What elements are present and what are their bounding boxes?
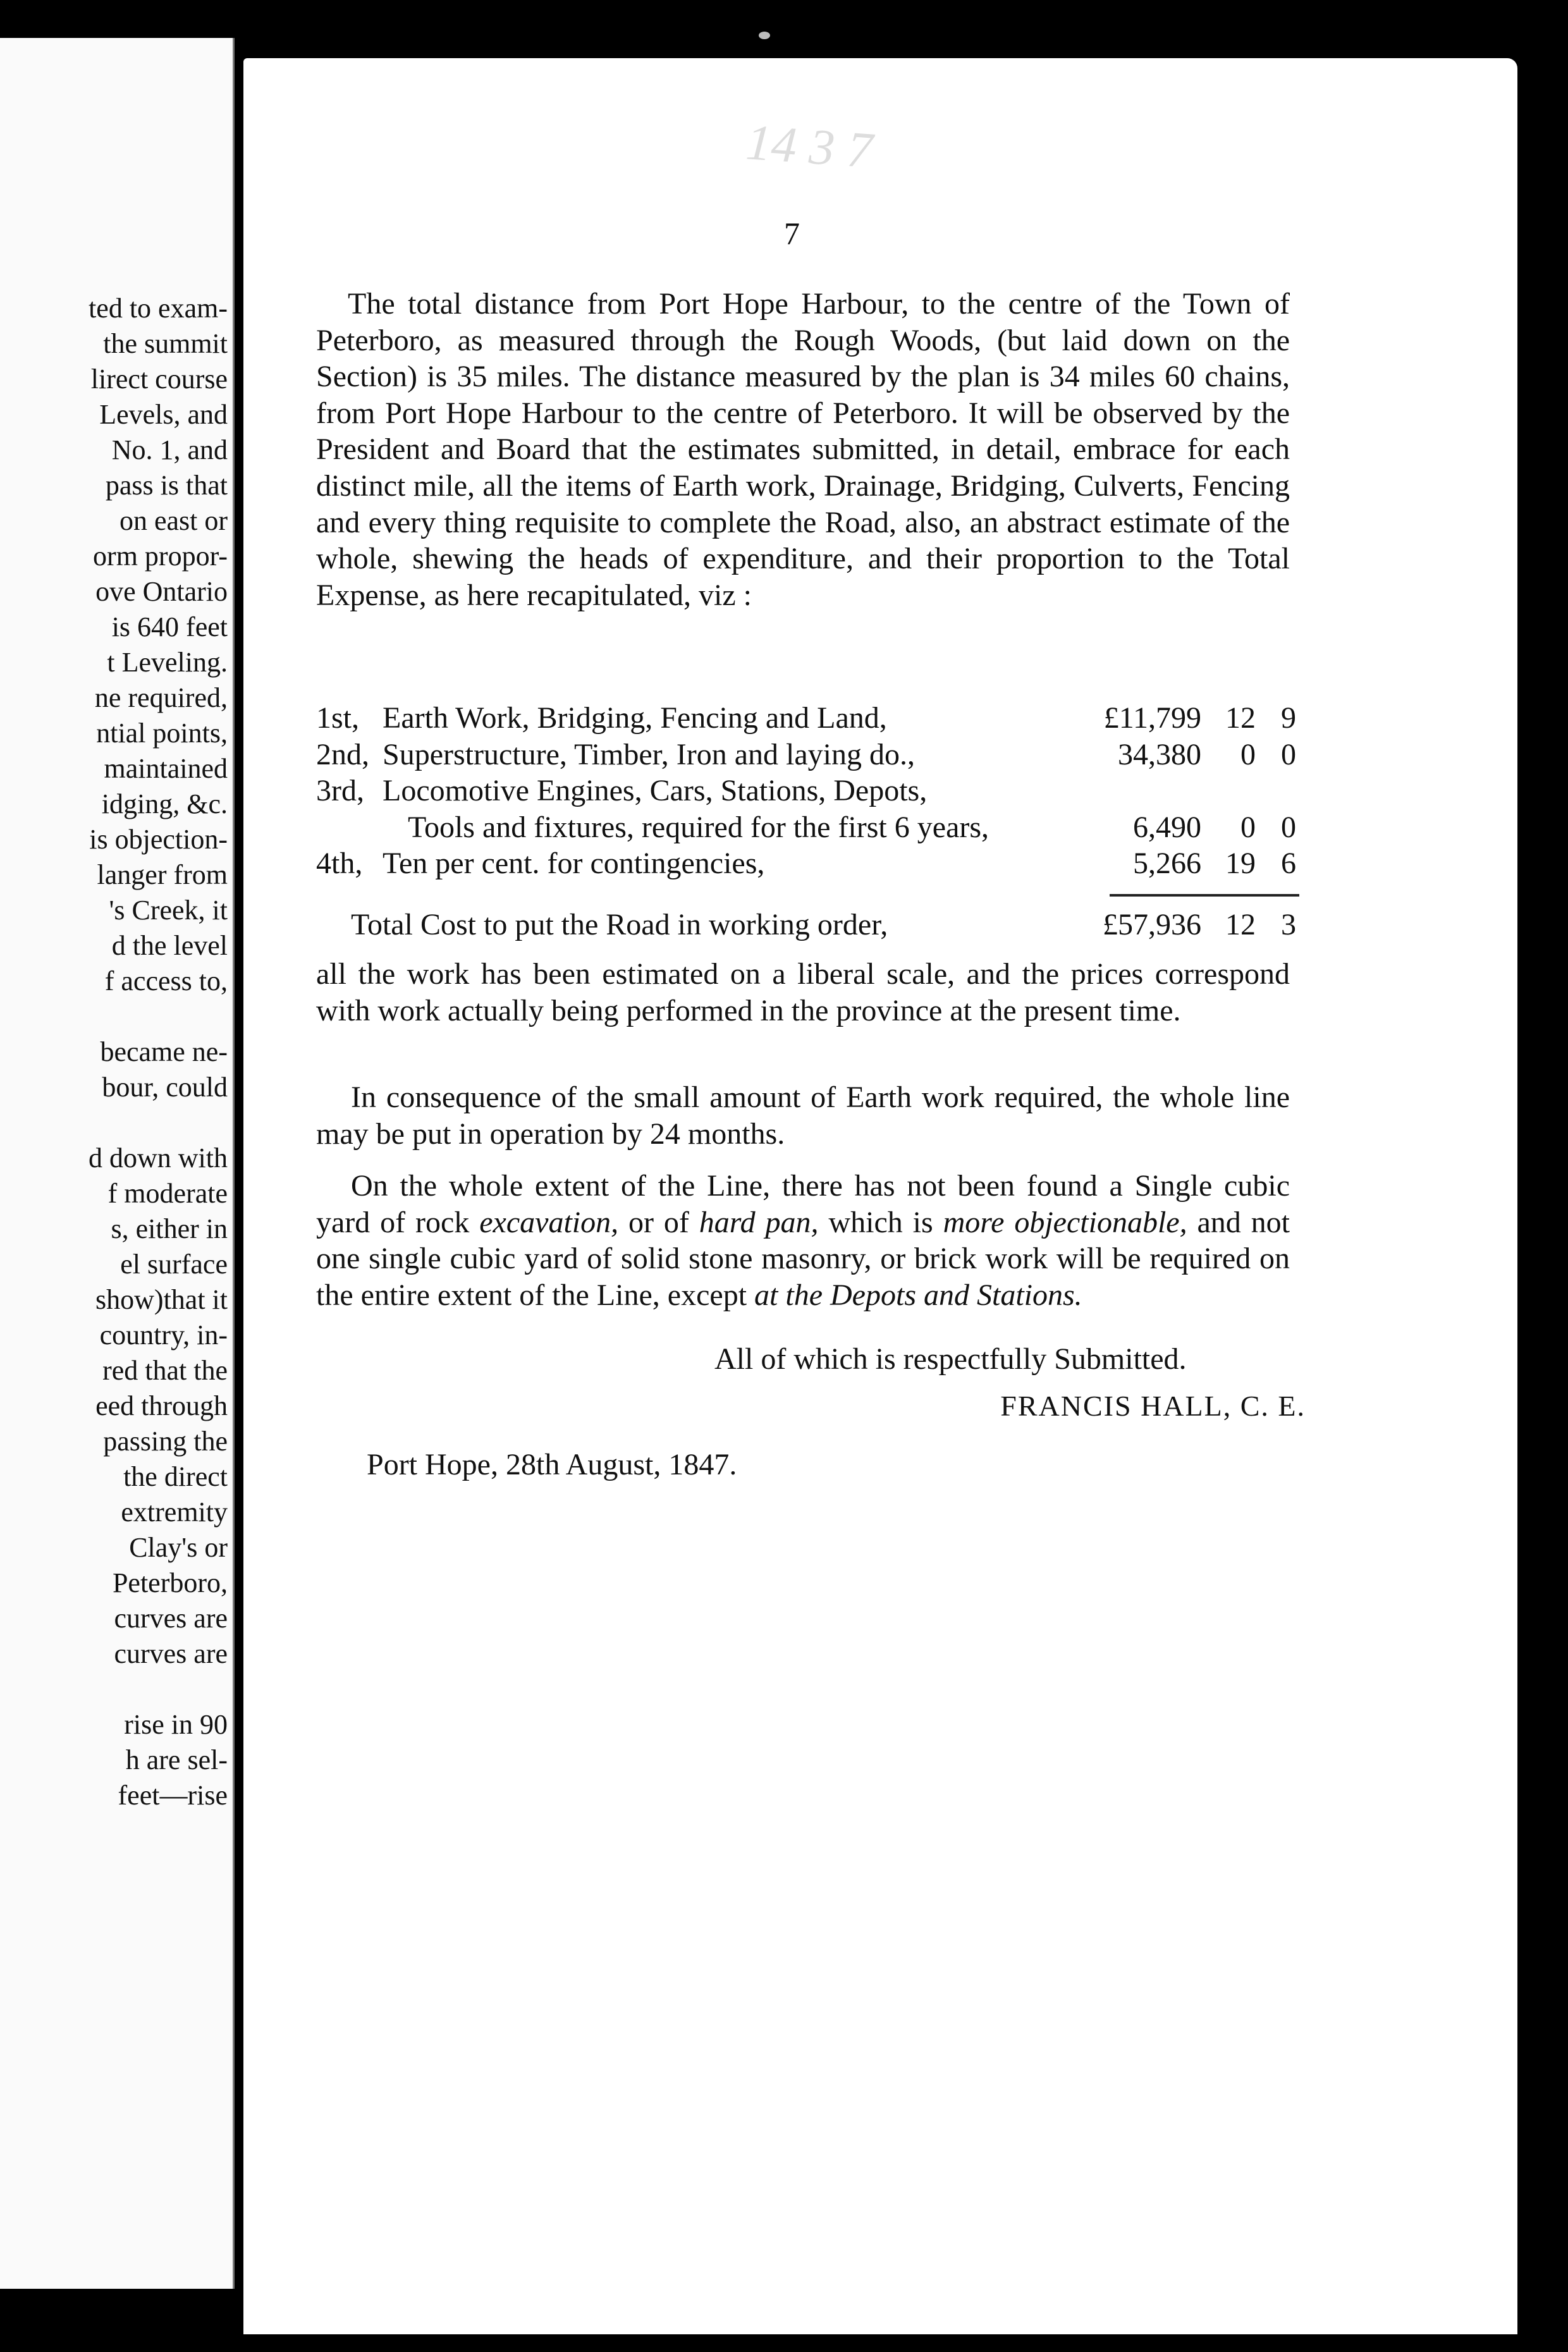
left-page-line: curves are (114, 1603, 228, 1634)
left-page-line: t Leveling. (107, 647, 228, 678)
total-cost-row (316, 907, 1296, 943)
left-page-line: s, either in (111, 1213, 228, 1244)
paragraph-estimate-scale: all the work has been estimated on a liberal scale, and the prices correspond with work actually being performed in the province at the present time. (316, 957, 1290, 1027)
left-page-line: the summit (103, 328, 228, 359)
para4-text-e: which is (828, 1205, 933, 1239)
summary-row (316, 773, 1296, 809)
summary-shillings: 0 (1240, 737, 1256, 771)
left-page-line: f moderate (107, 1178, 228, 1209)
left-page-line: curves are (114, 1638, 228, 1669)
left-page-line: is objection- (89, 824, 228, 855)
para4-hard-pan: hard pan, (699, 1205, 819, 1239)
left-page-line: show)that it (95, 1284, 228, 1315)
scan-speck (759, 32, 770, 39)
left-page-line: is 640 feet (111, 611, 228, 642)
summary-pence: 6 (1281, 847, 1296, 881)
left-page-line: Peterboro, (112, 1567, 228, 1598)
left-page-line: lirect course (90, 364, 228, 395)
para4-depots: at the Depots and Stations. (754, 1278, 1082, 1312)
summary-pounds: £11,799 (1103, 701, 1201, 735)
summary-description: Superstructure, Timber, Iron and laying do., (383, 737, 915, 771)
left-page-line: extremity (121, 1497, 228, 1528)
summary-pence: 0 (1281, 737, 1296, 771)
para4-text-c: or of (628, 1205, 689, 1239)
left-page-line: 's Creek, it (109, 895, 228, 926)
signature: FRANCIS HALL, C. E. (1000, 1390, 1306, 1422)
summary-row (316, 737, 1296, 773)
summary-description: Locomotive Engines, Cars, Stations, Depots, (383, 774, 928, 808)
left-facing-page (0, 38, 235, 2289)
left-page-line: d down with (89, 1142, 228, 1173)
left-page-line: langer from (97, 859, 228, 890)
left-page-line: No. 1, and (111, 434, 228, 465)
left-page-line: country, in- (99, 1320, 228, 1351)
left-page-line: ted to exam- (89, 293, 228, 324)
page-number: 7 (784, 216, 800, 251)
dateline: Port Hope, 28th August, 1847. (367, 1448, 737, 1481)
left-page-line: bour, could (102, 1072, 228, 1103)
summary-description: Earth Work, Bridging, Fencing and Land, (383, 701, 887, 735)
left-page-line: Levels, and (99, 399, 228, 430)
closing-line: All of which is respectfully Submitted. (714, 1342, 1187, 1376)
left-page-line: maintained (104, 753, 228, 784)
left-page-line: ntial points, (96, 718, 228, 749)
para4-text-a: On the whole extent of the Line, there has not been found a Single cubic yard of rock (316, 1169, 1290, 1239)
summary-ordinal: 2nd, (316, 737, 369, 771)
left-page-line: el surface (120, 1249, 228, 1280)
summary-shillings: 12 (1225, 701, 1256, 735)
left-page-line: Clay's or (129, 1532, 228, 1563)
summary-ordinal: 1st, (316, 701, 360, 735)
summary-ordinal: 4th, (316, 847, 363, 881)
left-page-line: rise in 90 (124, 1709, 228, 1740)
summary-row (316, 845, 1296, 882)
summary-pence: 9 (1281, 701, 1296, 735)
left-page-line: became ne- (100, 1036, 228, 1067)
document-page (243, 58, 1517, 2334)
left-page-line: pass is that (105, 470, 228, 501)
left-page-line: feet—rise (118, 1780, 228, 1811)
para4-text-g: and not one single cubic yard of solid stone masonry, or brick work will be required on the entire extent of the Line, except (316, 1205, 1290, 1312)
paragraph-distance: The total distance from Port Hope Harbour, to the centre of the Town of Peterboro, as measured through the Rough Woods, (but laid down on the Section) is 35 miles. The distance measured by the plan is 34 miles 60 chains, from Port Hope Harbour to the centre of Peterboro. It will be observed by the President and Board that the estimates submitted, in detail, embrace for each distinct mile, all the items of Earth work, Drainage, Bridging, Culverts, Fencing and every thing requisite to complete the Road, also, an abstract estimate of the whole, shewing the heads of expenditure, and their proportion to the Total Expense, as here recapitulated, viz : (316, 287, 1290, 612)
summary-row (316, 700, 1296, 737)
summary-row (316, 809, 1296, 846)
summary-description: Tools and fixtures, required for the first 6 years, (408, 810, 989, 844)
cost-summary-table (316, 700, 1296, 882)
total-pounds: £57,936 (1103, 908, 1201, 941)
pencil-annotation: 14 3 7 (744, 114, 874, 179)
left-page-line: orm propor- (93, 541, 228, 572)
left-page-line: f access to, (104, 965, 228, 996)
paragraph-line-extent (316, 1168, 1290, 1313)
left-page-line: on east or (119, 505, 228, 536)
total-shillings: 12 (1225, 908, 1256, 941)
left-page-line: red that the (102, 1355, 228, 1386)
left-page-line: the direct (123, 1461, 228, 1492)
left-page-line: ove Ontario (95, 576, 228, 607)
left-page-line: ne required, (94, 682, 228, 713)
total-label: Total Cost to put the Road in working order, (351, 908, 888, 941)
left-page-line: idging, &c. (101, 788, 228, 819)
total-pence: 3 (1281, 908, 1296, 941)
summary-description: Ten per cent. for contingencies, (383, 847, 765, 881)
left-page-line: d the level (111, 930, 228, 961)
total-rule (1110, 894, 1299, 897)
summary-pounds: 5,266 (1133, 847, 1201, 881)
summary-shillings: 19 (1225, 847, 1256, 881)
summary-pounds: 34,380 (1118, 737, 1201, 771)
left-page-line: passing the (103, 1426, 228, 1457)
summary-pounds: 6,490 (1133, 810, 1201, 844)
paragraph-earthwork: In consequence of the small amount of Earth work required, the whole line may be put in operation by 24 months. (316, 1081, 1290, 1151)
para4-excavation: excavation, (479, 1205, 619, 1239)
summary-shillings: 0 (1240, 810, 1256, 844)
para4-objectionable: more objectionable, (943, 1205, 1187, 1239)
left-page-line: eed through (95, 1390, 228, 1421)
summary-pence: 0 (1281, 810, 1296, 844)
left-page-line: h are sel- (125, 1744, 228, 1775)
summary-ordinal: 3rd, (316, 774, 364, 808)
